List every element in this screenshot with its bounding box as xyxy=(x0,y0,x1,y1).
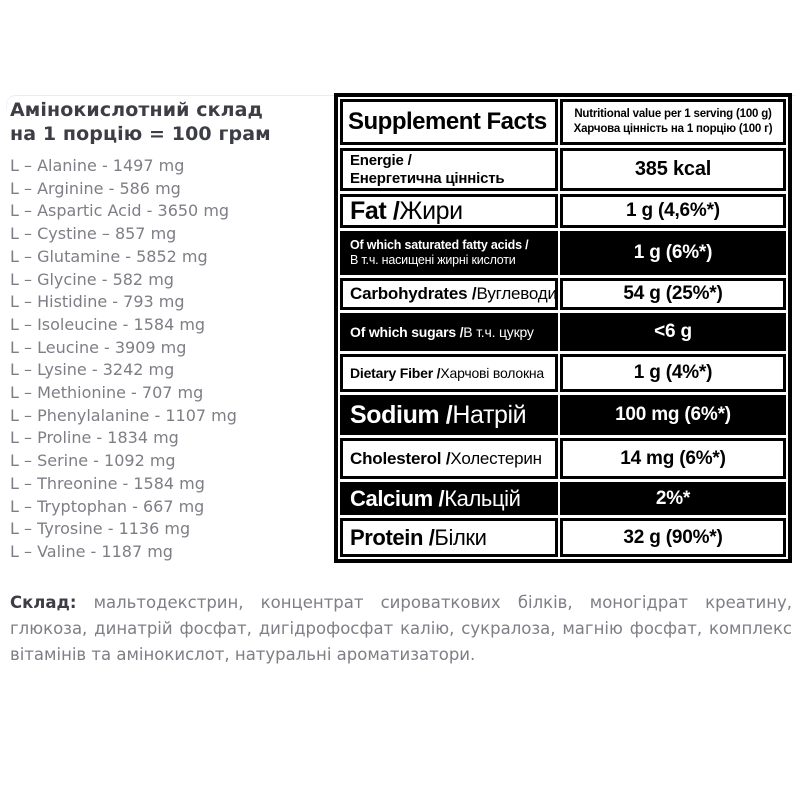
facts-row-saturated-fat xyxy=(340,231,786,275)
facts-value-energie: 385 kcal xyxy=(560,148,786,191)
amino-item: L – Tryptophan - 667 mg xyxy=(10,496,205,516)
ingredients-paragraph xyxy=(10,590,792,668)
amino-item: L – Histidine - 793 mg xyxy=(10,292,185,312)
facts-value-protein: 32 g (90%*) xyxy=(560,518,786,557)
facts-header-row xyxy=(340,99,786,145)
facts-row-dietary-fiber xyxy=(340,354,786,392)
amino-item: L – Leucine - 3909 mg xyxy=(10,337,187,357)
amino-panel-title xyxy=(10,98,326,146)
facts-row-energie xyxy=(340,148,786,191)
supplement-facts-table xyxy=(334,93,792,563)
amino-item: L – Proline - 1834 mg xyxy=(10,428,179,448)
facts-label-calcium: Calcium / Кальцій xyxy=(340,482,558,515)
facts-label-fat: Fat / Жири xyxy=(340,194,558,228)
facts-label-carbohydrates: Carbohydrates / Вуглеводи xyxy=(340,278,558,310)
facts-serving-line1: Nutritional value per 1 serving (100 g) xyxy=(574,108,772,120)
facts-value-calcium: 2%* xyxy=(560,482,786,515)
facts-value-fat: 1 g (4,6%*) xyxy=(560,194,786,228)
amino-item: L – Cystine – 857 mg xyxy=(10,224,177,244)
facts-value-cholesterol: 14 mg (6%*) xyxy=(560,438,786,479)
ingredients-label: Склад: xyxy=(10,593,77,612)
facts-label-dietary-fiber: Dietary Fiber / Харчові волокна xyxy=(340,354,558,392)
amino-list xyxy=(10,155,326,564)
amino-item: L – Glycine - 582 mg xyxy=(10,269,174,289)
facts-title: Supplement Facts xyxy=(340,99,558,145)
amino-item: L – Aspartic Acid - 3650 mg xyxy=(10,201,230,221)
facts-row-cholesterol xyxy=(340,438,786,479)
amino-item: L – Valine - 1187 mg xyxy=(10,541,173,561)
amino-item: L – Isoleucine - 1584 mg xyxy=(10,314,206,334)
amino-item: L – Methionine - 707 mg xyxy=(10,383,204,403)
facts-value-sugars: <6 g xyxy=(560,313,786,351)
facts-value-sodium: 100 mg (6%*) xyxy=(560,395,786,435)
amino-item: L – Alanine - 1497 mg xyxy=(10,156,185,175)
facts-value-carbohydrates: 54 g (25%*) xyxy=(560,278,786,310)
facts-label-sodium: Sodium / Натрій xyxy=(340,395,558,435)
amino-item: L – Lysine - 3242 mg xyxy=(10,360,175,380)
amino-item: L – Arginine - 586 mg xyxy=(10,178,181,198)
facts-label-protein: Protein / Білки xyxy=(340,518,558,557)
facts-serving-info xyxy=(560,99,786,145)
facts-value-dietary-fiber: 1 g (4%*) xyxy=(560,354,786,392)
facts-row-sugars xyxy=(340,313,786,351)
facts-label-saturated-fat: Of which saturated fatty acids / В т.ч. насищені жирні кислоти xyxy=(340,231,558,275)
facts-row-calcium xyxy=(340,482,786,515)
amino-item: L – Tyrosine - 1136 mg xyxy=(10,519,191,539)
ingredients-text: мальтодекстрин, концентрат сироваткових білків, моногідрат креатину, глюкоза, динатрій фосфат, дигідрофосфат калію, сукралоза, магнію фосфат, комплекс вітамінів та амінокислот, натуральні ароматизатори. xyxy=(10,593,792,664)
facts-label-energie: Energie / Енергетична цінність xyxy=(340,148,558,191)
amino-item: L – Phenylalanine - 1107 mg xyxy=(10,405,237,425)
facts-serving-line2: Харчова цінність на 1 порцію (100 г) xyxy=(573,123,773,135)
facts-label-sugars: Of which sugars / В т.ч. цукру xyxy=(340,313,558,351)
amino-acid-panel xyxy=(10,98,326,564)
amino-item: L – Glutamine - 5852 mg xyxy=(10,246,208,266)
amino-item: L – Threonine - 1584 mg xyxy=(10,473,205,493)
facts-row-sodium xyxy=(340,395,786,435)
facts-value-saturated-fat: 1 g (6%*) xyxy=(560,231,786,275)
facts-row-fat xyxy=(340,194,786,228)
amino-title-line1: Амінокислотний склад xyxy=(10,99,263,121)
amino-title-line2: на 1 порцію = 100 грам xyxy=(10,123,271,145)
facts-row-protein xyxy=(340,518,786,557)
amino-item: L – Serine - 1092 mg xyxy=(10,451,176,471)
facts-row-carbohydrates xyxy=(340,278,786,310)
facts-label-cholesterol: Cholesterol / Холестерин xyxy=(340,438,558,479)
